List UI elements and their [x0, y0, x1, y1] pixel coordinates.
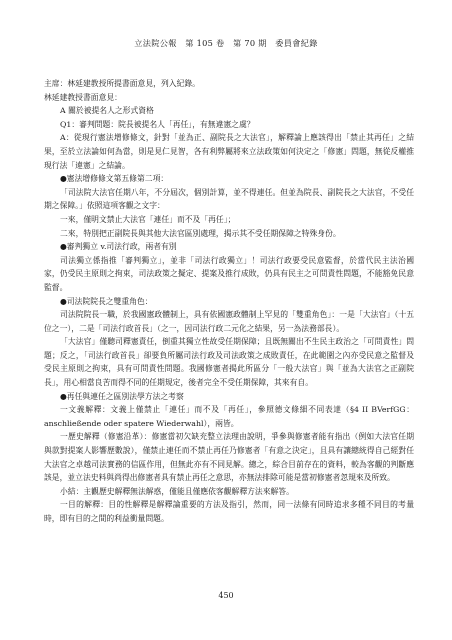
dual-role-text: 司法院院長一職，於我國憲政體制上，具有依國憲政體制上罕見的「雙重角色」：一是「大法官」（十五位之一），二是「司法行政首長」（之一，因司法行政二元化之結果，另一為法務部長）。 [44, 310, 414, 333]
justice-vs-administrator-text: 「大法官」僅聽司釋憲責任，倒重其獨立性故受任期保障；且既無關出不生民主政治之「可問責性」問題；反之，「司法行政首長」卻要負所屬司法行政及司法政策之成敗責任，在此範圍之內亦受民意之監督及受民主原則之拘束，具有可問責性問題。我國修憲者揭此所區分「一般大法官」與「並為大法官之正副院長」，用心相當良苦而得不同的任期規定，後者完全不受任期保障，其來有自。 [44, 337, 414, 388]
document-body [44, 77, 414, 526]
bullet-judicial-independence: ●審判獨立 v.司法行政，兩者有別 [60, 242, 177, 252]
point-one: 一來，僅明文禁止大法官「連任」而不及「再任」； [60, 214, 236, 224]
historical-interpretation: 一歷史解釋（修憲沿革）：修憲當初欠缺充整立法理由說明，爭參與修憲者能有指出（例如大法官任期與款對提案人影響歷數說），僅禁止連任而不禁止再任乃修憲者「有意之決定」，且具有讓總統得自己經對任大法官之卓越司法實務的信區作用，但無此亦有不同見解。總之，綜合目前存在的資料，較為客觀的判斷應該是，並立法史料與尚得出修憲者具有禁止再任之意思，亦無法排除可能是當初修憲者忽規來及所致。 [44, 432, 414, 483]
purposive-interpretation: 一目的解釋：目的性解釋是解釋論重要的方法及指引，然而，同一法條有同時追求多種不同目的考量時，即有目的之間的利益衝量問題。 [44, 500, 414, 523]
page-header: 立法院公報 第 105 卷 第 70 期 委員會紀錄 [134, 38, 318, 48]
chair-statement: 主席：林延建教授所提書面意見，列入紀錄。 [44, 79, 200, 88]
point-two: 二來，特別把正副院長與其他大法官區別處理，揭示其不受任期保障之特殊身份。 [60, 228, 341, 238]
question-1: Q1：審判問題：院長被提名人「再任」，有無違憲之虞？ [60, 119, 255, 129]
bullet-reappointment-method: ●再任與連任之區別法學方法之考察 [60, 391, 184, 401]
bullet-constitution-article: ●憲法增修條文第五條第二項： [60, 174, 169, 184]
summary: 小結：主觀歷史解釋無法解惑，僅能且僅應依客觀解釋方法來解答。 [60, 486, 294, 496]
section-a-heading: A 關於被提名人之形式資格 [60, 106, 154, 116]
opinion-heading: 林延建教授書面意見： [44, 92, 122, 102]
page-number: 450 [218, 591, 234, 600]
answer-1: A：從現行憲法增修條文，針對「並為正、副院長之大法官」，解釋論上應該得出「禁止其再任」之結果，至於立法論如何為當，則是見仁見智，各有利弊屬將來立法政策如何決定之「修憲」問題，無從反權推現行法「違憲」之結論。 [44, 133, 414, 170]
bullet-dual-role: ●司法院院長之雙重角色： [60, 296, 153, 306]
judicial-independence-text: 司法獨立係指推「審判獨立」，並非「司法行政獨立」！司法行政要受民意監督，於當代民主法治國家，仍受民主原則之拘束，司法政策之擬定、提案及推行成敗，仍具有民主之可問責性問題，不能豁免民意監督。 [44, 255, 414, 292]
article-quote: 「司法院大法官任期八年，不分屆次，個別計算，並不得連任。但並為院長、副院長之大法官，不受任期之保障。」依照這項客觀之文字： [44, 187, 414, 211]
textual-interpretation: 一文義解釋：文義上僅禁止「連任」而不及「再任」，參照德文條細不同表達（§4 II BVerfGG：anschließende oder spatere Wiederwahl），兩皆。 [44, 405, 414, 428]
